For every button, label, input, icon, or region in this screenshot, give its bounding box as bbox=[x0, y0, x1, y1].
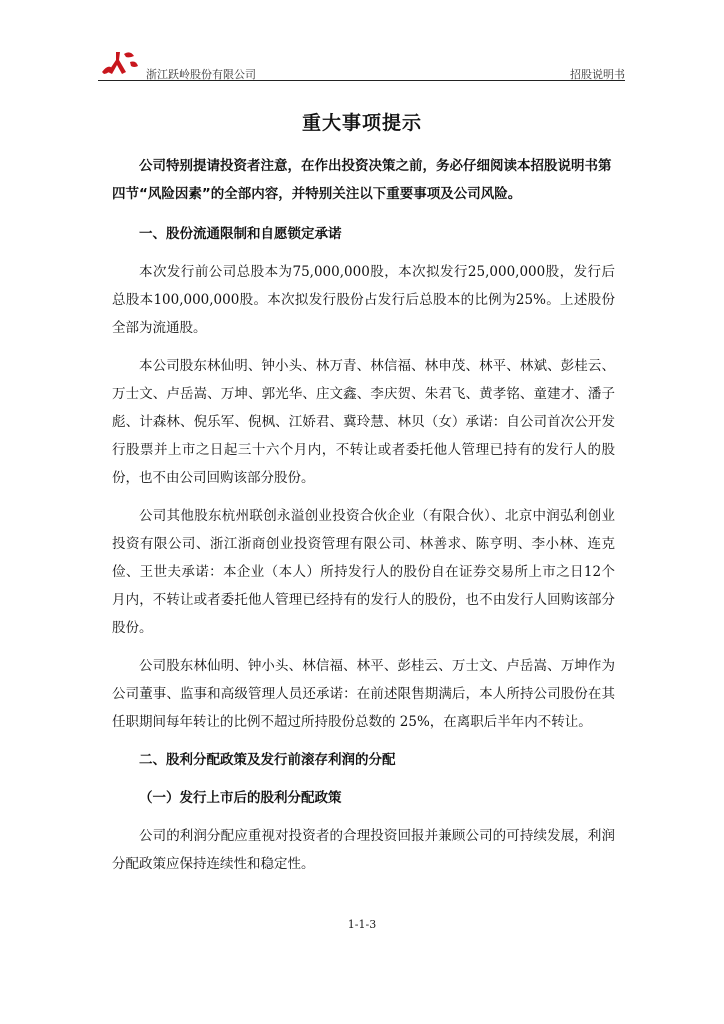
intro-paragraph: 公司特别提请投资者注意，在作出投资决策之前，务必仔细阅读本招股说明书第四节“风险因素”的全部内容，并特别关注以下重要事项及公司风险。 bbox=[112, 158, 612, 202]
document-type: 招股说明书 bbox=[570, 68, 625, 81]
paragraph-2: 本公司股东林仙明、钟小头、林万青、林信福、林申茂、林平、林斌、彭桂云、万士文、卢岳嵩、万坤、郭光华、庄文鑫、李庆贺、朱君飞、黄孝铭、童建才、潘子彪、计森林、倪乐军、倪枫、江娇君、冀玲慧、林贝（女）承诺：自公司首次公开发行股票并上市之日起三十六个月内，不转让或者委托他人管理已持有的发行人的股份，也不由公司回购该部分股份。 bbox=[112, 358, 615, 486]
paragraph-5: 公司的利润分配应重视对投资者的合理投资回报并兼顾公司的可持续发展，利润分配政策应保持连续性和稳定性。 bbox=[112, 828, 615, 872]
page-number: 1-1-3 bbox=[347, 918, 377, 931]
paragraph-4: 公司股东林仙明、钟小头、林信福、林平、彭桂云、万士文、卢岳嵩、万坤作为公司董事、监事和高级管理人员还承诺：在前述限售期满后，本人所持公司股份在其任职期间每年转让的比例不超过所持股份总数的 25%，在离职后半年内不转让。 bbox=[112, 658, 615, 730]
page-header bbox=[98, 46, 625, 81]
paragraph-1: 本次发行前公司总股本为75,000,000股，本次拟发行25,000,000股，发行后总股本100,000,000股。本次拟发行股份占发行后总股本的比例为25%。上述股份全部为流通股。 bbox=[112, 264, 615, 336]
document-body bbox=[112, 152, 615, 888]
company-name: 浙江跃岭股份有限公司 bbox=[146, 68, 256, 81]
section-heading-1: 一、股份流通限制和自愿锁定承诺 bbox=[139, 226, 342, 242]
company-logo-icon bbox=[98, 46, 142, 78]
page-title: 重大事项提示 bbox=[301, 112, 422, 134]
section-heading-2: 二、股利分配政策及发行前滚存利润的分配 bbox=[139, 752, 396, 768]
paragraph-3: 公司其他股东杭州联创永溢创业投资合伙企业（有限合伙）、北京中润弘利创业投资有限公司、浙江浙商创业投资管理有限公司、林善求、陈亨明、李小林、连克俭、王世夫承诺：本企业（本人）所持发行人的股份自在证券交易所上市之日12个月内，不转让或者委托他人管理已经持有的发行人的股份，也不由发行人回购该部分股份。 bbox=[112, 508, 615, 636]
subsection-heading: （一）发行上市后的股利分配政策 bbox=[139, 790, 342, 806]
